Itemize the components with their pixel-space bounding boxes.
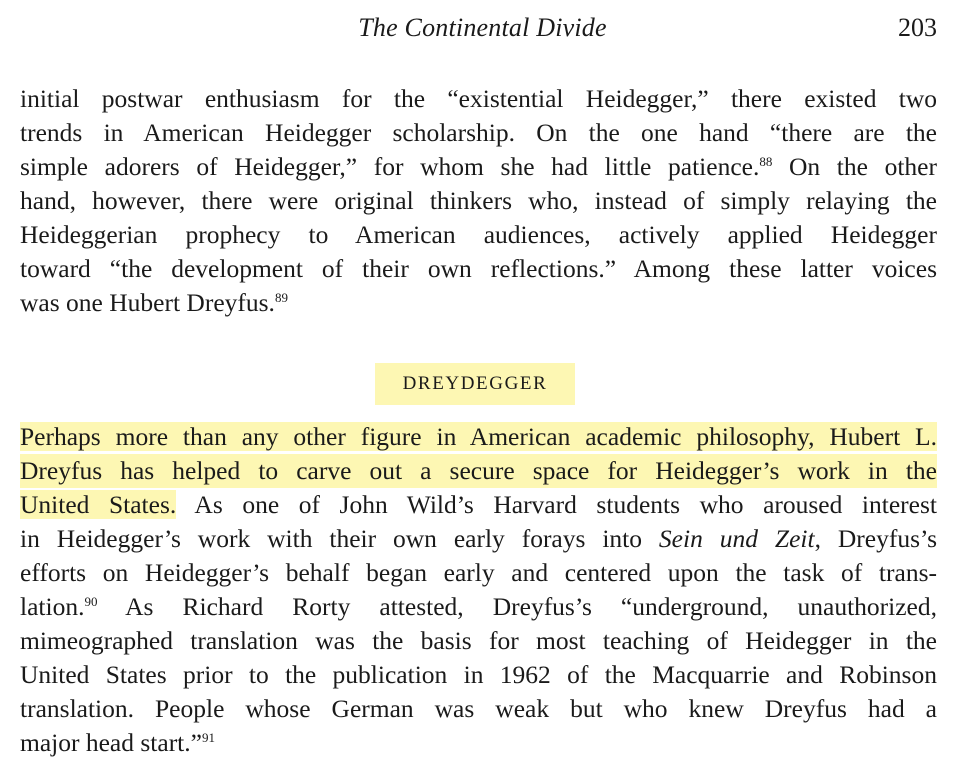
footnote-marker-88[interactable]: 88	[759, 154, 773, 169]
page-number: 203	[898, 13, 937, 42]
highlighted-line: Dreyfus has helped to carve out a secure space for Heidegger’s work in the	[20, 454, 937, 488]
running-title: The Continental Divide	[358, 13, 607, 42]
text-line: mimeographed translation was the basis for most teaching of Heidegger in the	[20, 626, 937, 655]
highlighted-text: United States.	[20, 490, 177, 519]
book-title: Sein und Zeit	[658, 524, 815, 553]
paragraph-2	[20, 420, 937, 760]
text-line: major head start.”$^{91}$	[20, 728, 215, 757]
text-line: efforts on Heidegger’s behalf began early and centered upon the task of trans-	[20, 558, 937, 587]
text-line: United States. As one of John Wild’s Harvard students who aroused interest	[20, 490, 937, 519]
text-line: Heideggerian prophecy to American audiences, actively applied Heidegger	[20, 220, 937, 249]
text-line: simple adorers of Heidegger,” for whom she had little patience.$^{88}$ On the other	[20, 152, 937, 181]
text-line: initial postwar enthusiasm for the “existential Heidegger,” there existed two	[20, 84, 937, 113]
text-line: trends in American Heidegger scholarship. On the one hand “there are the	[20, 118, 937, 147]
text-line: United States prior to the publication in 1962 of the Macquarrie and Robinson	[20, 660, 937, 689]
text-line: toward “the development of their own reflections.” Among these latter voices	[20, 254, 937, 283]
text-line: in Heidegger’s work with their own early forays into Sein und Zeit, Dreyfus’s	[20, 524, 937, 553]
paragraph-1	[20, 82, 937, 320]
footnote-marker-90[interactable]: 90	[84, 594, 98, 609]
running-head	[0, 10, 965, 46]
highlighted-line: Perhaps more than any other figure in American academic philosophy, Hubert L.	[20, 422, 937, 451]
text-line: lation.$^{90}$ As Richard Rorty attested, Dreyfus’s “underground, unauthorized,	[20, 592, 937, 621]
text-line: translation. People whose German was weak but who knew Dreyfus had a	[20, 694, 937, 723]
text-line: was one Hubert Dreyfus.$^{89}$	[20, 288, 288, 317]
footnote-marker-89[interactable]: 89	[274, 290, 288, 305]
section-heading: DREYDEGGER	[375, 363, 575, 405]
text-line: hand, however, there were original thinkers who, instead of simply relaying the	[20, 186, 937, 215]
footnote-marker-91[interactable]: 91	[201, 730, 215, 745]
